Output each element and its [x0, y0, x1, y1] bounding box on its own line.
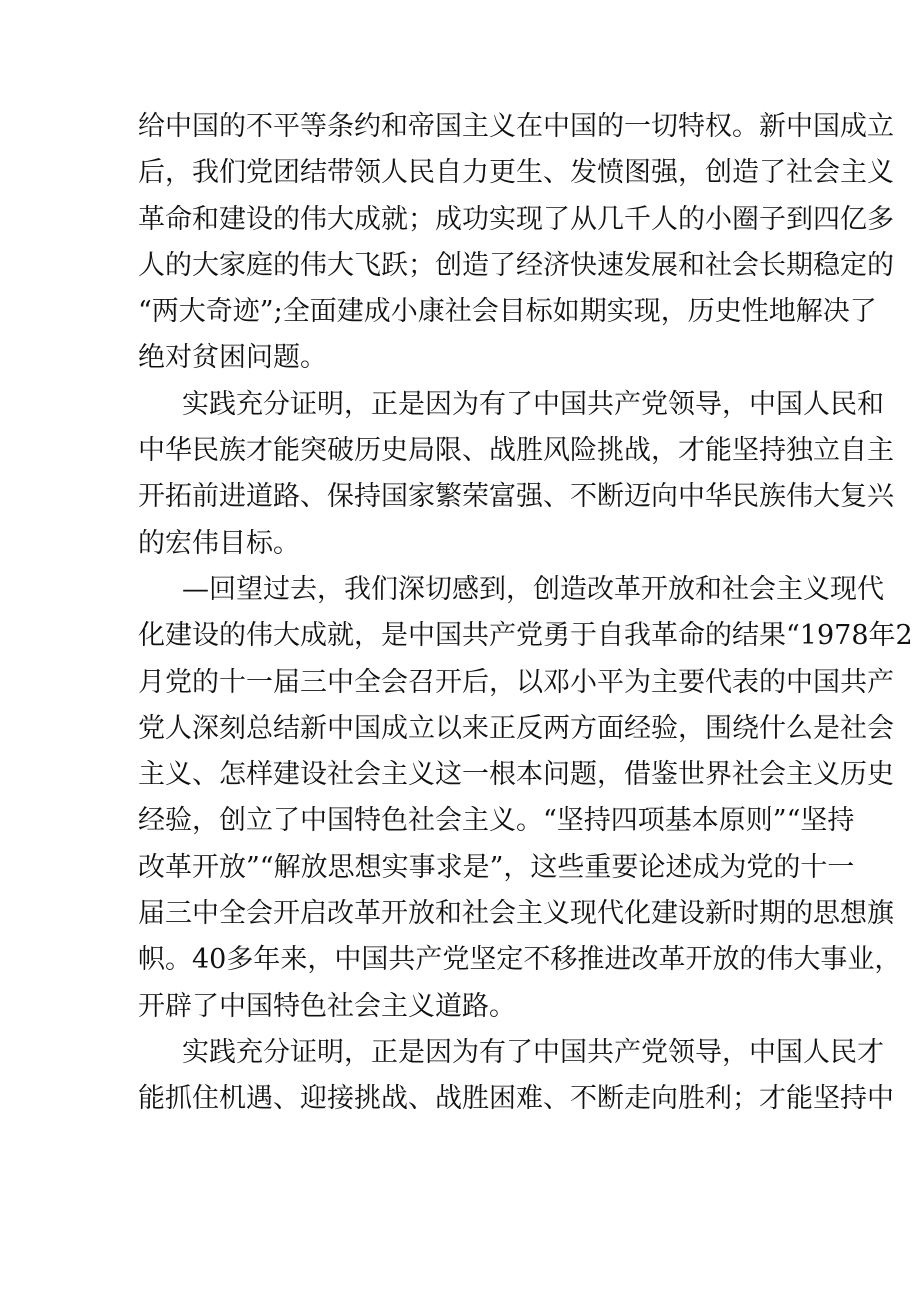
text-line: 月党的十一届三中全会召开后，以邓小平为主要代表的中国共产: [138, 666, 894, 698]
text-line: 的宏伟目标。: [138, 527, 300, 559]
text-line: 给中国的不平等条约和帝国主义在中国的一切特权。新中国成立: [138, 111, 894, 142]
paragraph-1: [138, 104, 894, 382]
text-line: 改革开放”“解放思想实事求是”，这些重要论述成为党的十一: [138, 851, 855, 883]
text-line: 革命和建设的伟大成就；成功实现了从几千人的小圈子到四亿多: [138, 203, 894, 235]
text-line: 后，我们党团结带领人民自力更生、发愤图强，创造了社会主义: [138, 157, 894, 189]
text-line: 党人深刻总结新中国成立以来正反两方面经验，围绕什么是社会: [138, 712, 894, 744]
text-line: 化建设的伟大成就，是中国共产党勇于自我革命的结果“1978年2: [138, 620, 913, 652]
text-line: 实践充分证明，正是因为有了中国共产党领导，中国人民才: [182, 1036, 884, 1068]
text-line: 经验，创立了中国特色社会主义。“坚持四项基本原则”“坚持: [138, 805, 855, 837]
text-line: 帜。40多年来，中国共产党坚定不移推进改革开放的伟大事业，: [138, 944, 902, 976]
paragraph-4: [138, 1030, 894, 1123]
document-body: [138, 104, 913, 1123]
text-line: 主义、怎样建设社会主义这一根本问题，借鉴世界社会主义历史: [138, 759, 894, 791]
text-line: 能抓住机遇、迎接挑战、战胜困难、不断走向胜利；才能坚持中: [138, 1083, 894, 1115]
text-line: 绝对贫困问题。: [138, 342, 327, 374]
text-line: 届三中全会开启改革开放和社会主义现代化建设新时期的思想旗: [138, 898, 894, 930]
text-line: 开辟了中国特色社会主义道路。: [138, 990, 516, 1022]
text-line: 实践充分证明，正是因为有了中国共产党领导，中国人民和: [182, 388, 884, 420]
text-line: “两大奇迹”;全面建成小康社会目标如期实现，历史性地解决了: [138, 296, 877, 328]
text-line: 开拓前进道路、保持国家繁荣富强、不断迈向中华民族伟大复兴: [138, 481, 894, 513]
text-line: 人的大家庭的伟大飞跃；创造了经济快速发展和社会长期稳定的: [138, 249, 894, 281]
paragraph-3: [138, 567, 913, 1030]
text-line: —回望过去，我们深切感到，创造改革开放和社会主义现代: [182, 573, 884, 605]
paragraph-2: [138, 382, 894, 567]
text-line: 中华民族才能突破历史局限、战胜风险挑战，才能坚持独立自主: [138, 435, 894, 467]
